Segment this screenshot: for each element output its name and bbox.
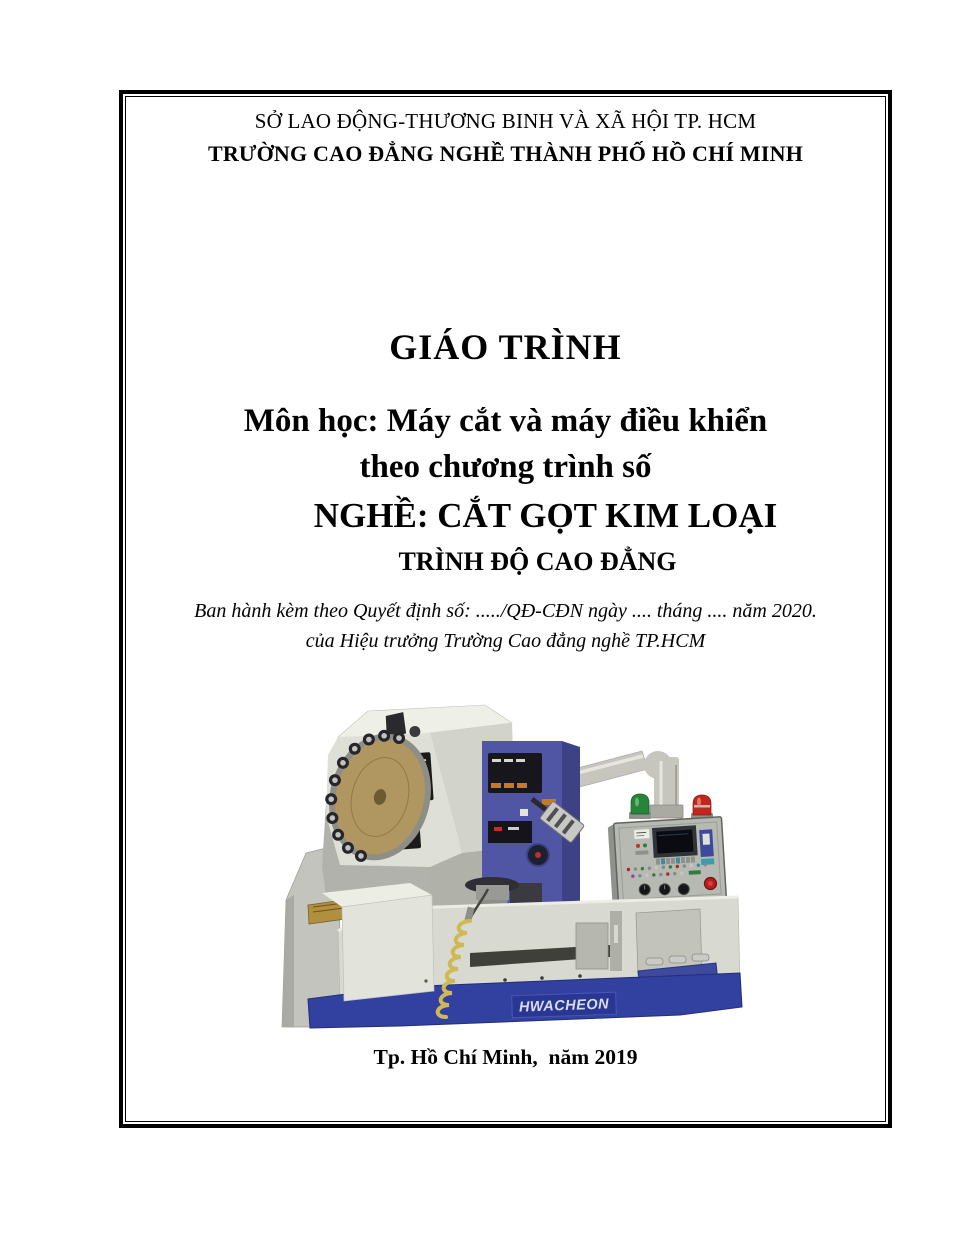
panel-label (634, 829, 650, 839)
brand-plate (512, 992, 617, 1018)
decree-note (119, 596, 892, 656)
crt-screen (656, 830, 693, 854)
green-beacon (631, 794, 649, 814)
arm-collar (650, 805, 683, 818)
trade-title: NGHỀ: CẮT GỌT KIM LOẠI (313, 496, 778, 535)
subject-title-line1: Môn học: Máy cắt và máy điều khiển (243, 403, 768, 439)
decree-note-line1: Ban hành kèm theo Quyết định số: ...../QĐ-CĐN ngày .... tháng .... năm 2020. (194, 600, 817, 622)
machine-photo (280, 695, 760, 1035)
place-and-year: Tp. Hồ Chí Minh, năm 2019 (373, 1045, 638, 1069)
decree-note-line2: của Hiệu trưởng Trường Cao đẳng nghề TP.HCM (305, 630, 706, 652)
training-level: TRÌNH ĐỘ CAO ĐẲNG (398, 547, 677, 576)
document-type-title: GIÁO TRÌNH (389, 327, 622, 367)
subject-title (119, 398, 892, 490)
column-panel-lower (488, 821, 532, 843)
subject-title-line2: theo chương trình số (359, 449, 652, 485)
school-name: TRƯỜNG CAO ĐẲNG NGHỀ THÀNH PHỐ HỒ CHÍ MINH (207, 141, 804, 166)
department-name: SỞ LAO ĐỘNG-THƯƠNG BINH VÀ XÃ HỘI TP. HCM (254, 109, 757, 133)
brand-text: HWACHEON (518, 996, 610, 1016)
bed-box-small (576, 923, 608, 969)
